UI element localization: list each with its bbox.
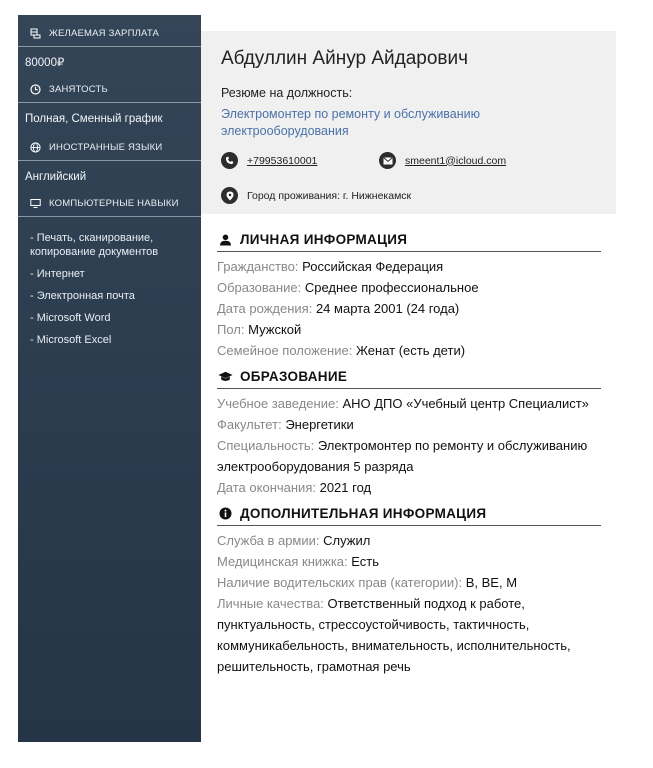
info-row xyxy=(217,530,601,551)
info-icon xyxy=(217,507,233,521)
info-row xyxy=(217,414,601,435)
list-item: - Microsoft Word xyxy=(30,312,111,324)
info-row xyxy=(217,340,601,361)
email-link[interactable]: smeent1@icloud.com xyxy=(405,154,507,167)
divider xyxy=(18,216,201,217)
list-item: - Печать, сканирование, копирование документов xyxy=(30,232,159,258)
field-value: 24 марта 2001 (24 года) xyxy=(315,301,460,316)
field-label: Образование: xyxy=(217,280,302,295)
list-item: - Электронная почта xyxy=(30,290,135,302)
email-icon xyxy=(379,152,396,169)
location-pin-icon xyxy=(221,187,238,204)
resume-header xyxy=(201,31,616,214)
monitor-icon xyxy=(30,198,41,209)
employment-value: Полная, Сменный график xyxy=(25,113,163,125)
field-value: АНО ДПО «Учебный центр Специалист» xyxy=(342,396,589,411)
field-value: Мужской xyxy=(248,322,302,337)
field-label: Гражданство: xyxy=(217,259,299,274)
section-heading xyxy=(217,506,601,526)
info-row xyxy=(217,477,601,498)
info-row xyxy=(217,393,601,414)
computer-title: КОМПЬЮТЕРНЫЕ НАВЫКИ xyxy=(49,197,179,209)
personal-section xyxy=(217,232,601,361)
clock-icon xyxy=(30,84,41,95)
field-value: B, BE, M xyxy=(465,575,518,590)
field-label: Учебное заведение: xyxy=(217,396,339,411)
divider xyxy=(18,160,201,161)
computer-skills-list xyxy=(18,231,201,347)
sidebar xyxy=(18,15,201,742)
info-row xyxy=(217,298,601,319)
city-contact xyxy=(221,187,411,204)
field-value: 2021 год xyxy=(319,480,372,495)
field-label: Семейное положение: xyxy=(217,343,353,358)
field-label: Факультет: xyxy=(217,417,282,432)
languages-value: Английский xyxy=(25,171,87,183)
field-value: Среднее профессиональное xyxy=(304,280,479,295)
field-label: Личные качества: xyxy=(217,596,324,611)
computer-heading xyxy=(18,193,201,213)
section-title: ОБРАЗОВАНИЕ xyxy=(240,369,348,384)
money-icon xyxy=(30,28,41,39)
phone-icon xyxy=(221,152,238,169)
salary-value: 80000₽ xyxy=(25,57,65,69)
salary-heading xyxy=(18,23,201,43)
field-label: Служба в армии: xyxy=(217,533,320,548)
field-label: Специальность: xyxy=(217,438,315,453)
additional-section xyxy=(217,506,601,677)
section-heading xyxy=(217,232,601,252)
info-row xyxy=(217,593,601,677)
section-heading xyxy=(217,369,601,389)
field-label: Медицинская книжка: xyxy=(217,554,348,569)
field-value: Энергетики xyxy=(285,417,354,432)
divider xyxy=(18,102,201,103)
field-label: Наличие водительских прав (категории): xyxy=(217,575,463,590)
phone-contact xyxy=(221,152,317,169)
graduation-cap-icon xyxy=(217,370,233,384)
field-value: Женат (есть дети) xyxy=(355,343,466,358)
info-row xyxy=(217,319,601,340)
field-value: Есть xyxy=(351,554,380,569)
field-value: Электромонтер по ремонту и обслуживанию электрооборудования 5 разряда xyxy=(217,438,588,474)
user-icon xyxy=(217,233,233,247)
info-row xyxy=(217,551,601,572)
position-label: Резюме на должность: xyxy=(221,86,353,100)
education-section xyxy=(217,369,601,498)
position-value: Электромонтер по ремонту и обслуживанию электрооборудования xyxy=(221,107,481,138)
list-item: - Microsoft Excel xyxy=(30,334,112,346)
globe-icon xyxy=(30,142,41,153)
field-value: Российская Федерация xyxy=(302,259,444,274)
salary-title: ЖЕЛАЕМАЯ ЗАРПЛАТА xyxy=(49,27,160,39)
info-row xyxy=(217,277,601,298)
info-row xyxy=(217,572,601,593)
info-row xyxy=(217,435,601,477)
field-label: Дата рождения: xyxy=(217,301,313,316)
list-item: - Интернет xyxy=(30,268,85,280)
field-label: Пол: xyxy=(217,322,245,337)
field-value: Служил xyxy=(323,533,371,548)
email-contact xyxy=(379,152,506,169)
divider xyxy=(18,46,201,47)
field-label: Дата окончания: xyxy=(217,480,316,495)
employment-title: ЗАНЯТОСТЬ xyxy=(49,83,108,95)
section-title: ЛИЧНАЯ ИНФОРМАЦИЯ xyxy=(240,232,408,247)
info-row xyxy=(217,256,601,277)
resume-body xyxy=(217,232,601,685)
phone-link[interactable]: +79953610001 xyxy=(247,154,318,167)
field-value: Ответственный подход к работе, пунктуальность, стрессоустойчивость, тактичность, коммуникабельность, внимательность, исполнительность, решительность, грамотная речь xyxy=(217,596,571,674)
candidate-name: Абдуллин Айнур Айдарович xyxy=(221,48,469,69)
section-title: ДОПОЛНИТЕЛЬНАЯ ИНФОРМАЦИЯ xyxy=(240,506,487,521)
languages-heading xyxy=(18,137,201,157)
employment-heading xyxy=(18,79,201,99)
languages-title: ИНОСТРАННЫЕ ЯЗЫКИ xyxy=(49,141,163,153)
city-text: Город проживания: г. Нижнекамск xyxy=(247,189,412,202)
